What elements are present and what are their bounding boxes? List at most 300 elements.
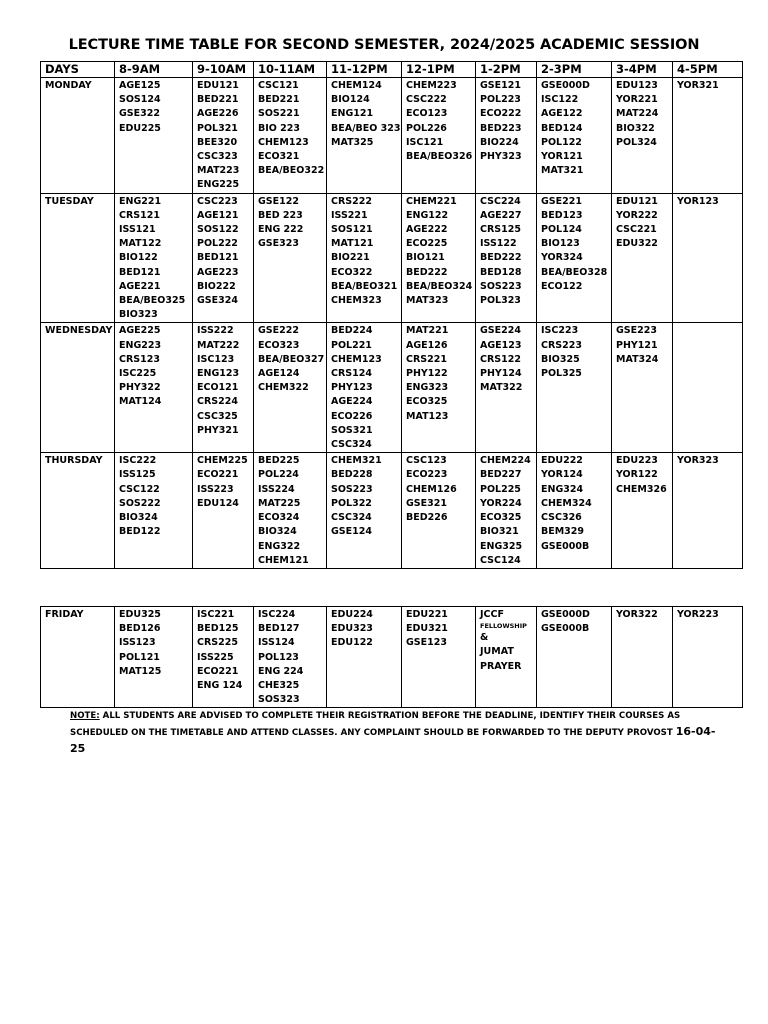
time-slot-cell: [537, 193, 612, 323]
course-code: ENG123: [197, 368, 240, 380]
course-code: ENG 224: [258, 665, 304, 677]
time-slot-cell: [673, 607, 743, 708]
time-slot-cell: [327, 607, 402, 708]
time-slot-cell: [115, 453, 193, 569]
course-code: MAT122: [119, 238, 162, 250]
time-slot-cell: [476, 453, 537, 569]
course-code: BEA/BEO321: [331, 280, 398, 292]
course-code: POL322: [331, 497, 372, 509]
course-code: BEA/BEO322: [258, 165, 325, 177]
day-label: FRIDAY: [41, 607, 115, 708]
day-row: [41, 323, 743, 453]
course-code: BIO124: [331, 94, 370, 106]
course-code: YOR323: [677, 455, 719, 467]
course-code: BIO324: [258, 526, 297, 538]
course-code: BED222: [406, 266, 448, 278]
course-code: PHY321: [197, 424, 239, 436]
course-code: MAT121: [331, 238, 374, 250]
course-code: ISS125: [119, 469, 156, 481]
course-code: ISS225: [197, 651, 234, 663]
course-code: AGE122: [541, 108, 583, 120]
course-code: BED121: [197, 252, 239, 264]
course-code: ISS222: [197, 325, 234, 337]
course-code: ECO122: [541, 280, 583, 292]
friday-timetable: [40, 606, 743, 708]
course-code: YOR222: [616, 209, 658, 221]
course-code: POL325: [541, 368, 582, 380]
course-code: ISC221: [197, 609, 235, 620]
time-slot-cell: [254, 453, 327, 569]
course-code: BED124: [541, 122, 583, 134]
day-row: [41, 453, 743, 569]
course-code: MAT222: [197, 339, 240, 351]
course-code: EDU123: [616, 80, 658, 91]
course-code: YOR121: [541, 151, 583, 163]
header-time-slot: 4-5PM: [673, 62, 743, 78]
course-code: ISC222: [119, 455, 157, 467]
course-code: GSE321: [406, 497, 447, 509]
course-code: JUMAT: [480, 646, 514, 658]
course-code: CSC221: [616, 224, 657, 236]
header-time-slot: 3-4PM: [612, 62, 673, 78]
course-code: CSC124: [480, 554, 521, 566]
page-title: LECTURE TIME TABLE FOR SECOND SEMESTER, 2024/2025 ACADEMIC SESSION: [68, 37, 700, 53]
course-code: ENG225: [197, 179, 240, 191]
course-code: CHE325: [258, 680, 300, 692]
course-code: CRS124: [331, 368, 372, 380]
course-code: MAT225: [258, 497, 301, 509]
course-code: POL226: [406, 122, 447, 134]
course-code: ENG223: [119, 339, 162, 351]
day-label: MONDAY: [41, 78, 115, 194]
course-code: ECO222: [480, 108, 522, 120]
course-code: PHY123: [331, 382, 373, 394]
course-code: AGE125: [119, 80, 161, 91]
time-slot-cell: [254, 323, 327, 453]
course-code: YOR324: [541, 252, 583, 264]
course-code: GSE122: [258, 195, 299, 207]
header-days: DAYS: [41, 62, 115, 78]
course-code: BEA/BEO327: [258, 353, 325, 365]
course-code: POL321: [197, 122, 238, 134]
course-code: GSE124: [331, 526, 372, 538]
time-slot-cell: [115, 607, 193, 708]
course-code: CRS125: [480, 224, 521, 236]
course-code: ENG 222: [258, 224, 304, 236]
course-code: POL223: [480, 94, 521, 106]
time-slot-cell: [476, 323, 537, 453]
course-code: BED121: [119, 266, 161, 278]
course-code: GSE121: [480, 80, 521, 91]
course-code: MAT324: [616, 353, 659, 365]
course-code: ISS122: [480, 238, 517, 250]
course-code: CSC324: [331, 439, 372, 451]
course-code: POL122: [541, 136, 582, 148]
time-slot-cell: [673, 323, 743, 453]
time-slot-cell: [254, 78, 327, 194]
course-code: YOR223: [677, 609, 719, 620]
course-code: SOS223: [480, 280, 522, 292]
header-time-slot: 8-9AM: [115, 62, 193, 78]
course-code: CSC121: [258, 80, 299, 91]
course-code: EDU225: [119, 122, 161, 134]
course-code: BED228: [331, 469, 373, 481]
course-code: ECO226: [331, 410, 373, 422]
course-code: AGE124: [258, 368, 300, 380]
course-code: EDU223: [616, 455, 658, 467]
registration-note: [70, 708, 730, 758]
course-code: BIO321: [480, 526, 519, 538]
course-code: POL124: [541, 224, 582, 236]
course-code: AGE223: [197, 266, 239, 278]
course-code: GSE000D: [541, 609, 590, 620]
course-code: ECO322: [331, 266, 373, 278]
day-label: THURSDAY: [41, 453, 115, 569]
course-code: BED227: [480, 469, 522, 481]
course-code: ENG323: [406, 382, 449, 394]
course-code: MAT125: [119, 665, 162, 677]
course-code: BED123: [541, 209, 583, 221]
course-code: EDU224: [331, 609, 373, 620]
course-code: ENG221: [119, 195, 162, 207]
course-code: ISS224: [258, 483, 295, 495]
course-code: ENG 124: [197, 680, 243, 692]
course-code: CHEM326: [616, 483, 667, 495]
course-code: YOR322: [616, 609, 658, 620]
course-code: PHY322: [119, 382, 161, 394]
header-time-slot: 2-3PM: [537, 62, 612, 78]
course-code: AGE222: [406, 224, 448, 236]
course-code: AGE126: [406, 339, 448, 351]
time-slot-cell: [612, 323, 673, 453]
course-code: POL324: [616, 136, 657, 148]
course-code: BED224: [331, 325, 373, 337]
course-code: CHEM225: [197, 455, 248, 467]
course-code: GSE224: [480, 325, 521, 337]
course-code: CSC123: [406, 455, 447, 467]
course-code: BED225: [258, 455, 300, 467]
course-code: GSE323: [258, 238, 299, 250]
course-code: BEA/BEO326: [406, 151, 473, 163]
course-code: CSC223: [197, 195, 238, 207]
course-code: MAT223: [197, 165, 240, 177]
course-code: BIO222: [197, 280, 236, 292]
course-code: CHEM124: [331, 80, 382, 91]
course-code: POL225: [480, 483, 521, 495]
time-slot-cell: [327, 78, 402, 194]
course-code: SOS121: [331, 224, 373, 236]
course-code: GSE222: [258, 325, 299, 337]
course-code: ISS121: [119, 224, 156, 236]
course-code: MAT124: [119, 396, 162, 408]
course-code: MAT325: [331, 136, 374, 148]
course-code: ISC225: [119, 368, 157, 380]
time-slot-cell: [193, 323, 254, 453]
course-code: BIO324: [119, 512, 158, 524]
course-code: POL222: [197, 238, 238, 250]
course-code: YOR221: [616, 94, 658, 106]
course-code: BEA/BEO328: [541, 266, 608, 278]
course-code: CHEM123: [258, 136, 309, 148]
course-code: BEA/BEO 323: [331, 122, 401, 134]
course-code: EDU121: [616, 195, 658, 207]
course-code: CHEM224: [480, 455, 531, 467]
time-slot-cell: [193, 607, 254, 708]
course-code: BED126: [119, 623, 161, 635]
course-code: AGE121: [197, 209, 239, 221]
course-code: CRS222: [331, 195, 372, 207]
time-slot-cell: [537, 78, 612, 194]
course-code: YOR321: [677, 80, 719, 91]
course-code: EDU321: [406, 623, 448, 635]
course-code: ISC121: [406, 136, 444, 148]
time-slot-cell: [612, 607, 673, 708]
course-code: ISC223: [541, 325, 579, 337]
course-code: ISS124: [258, 637, 295, 649]
course-code: ECO323: [258, 339, 300, 351]
course-code: ECO325: [406, 396, 448, 408]
course-code: BED127: [258, 623, 300, 635]
note-label: NOTE:: [70, 711, 100, 721]
course-code: CHEM123: [331, 353, 382, 365]
course-code: BED125: [197, 623, 239, 635]
time-slot-cell: [612, 78, 673, 194]
time-slot-cell: [537, 607, 612, 708]
course-code: BIO121: [406, 252, 445, 264]
course-code: EDU124: [197, 497, 239, 509]
course-code: BEA/BEO324: [406, 280, 473, 292]
course-code: ECO221: [197, 665, 239, 677]
course-code: BEE320: [197, 136, 238, 148]
course-code: ECO321: [258, 151, 300, 163]
course-code: ECO223: [406, 469, 448, 481]
course-code: MAT321: [541, 165, 584, 177]
header-time-slot: 1-2PM: [476, 62, 537, 78]
course-code: POL123: [258, 651, 299, 663]
course-code: GSE000B: [541, 540, 590, 552]
time-slot-cell: [673, 193, 743, 323]
time-slot-cell: [476, 78, 537, 194]
time-slot-cell: [402, 453, 476, 569]
course-code: BIO325: [541, 353, 580, 365]
course-code: ECO221: [197, 469, 239, 481]
course-code: GSE221: [541, 195, 582, 207]
course-code: SOS221: [258, 108, 300, 120]
course-code: PHY323: [480, 151, 522, 163]
course-code: BED122: [119, 526, 161, 538]
day-label: WEDNESDAY: [41, 323, 115, 453]
course-code: EDU325: [119, 609, 161, 620]
time-slot-cell: [612, 193, 673, 323]
course-code: BEM329: [541, 526, 585, 538]
course-code: SOS223: [331, 483, 373, 495]
course-code: BIO123: [541, 238, 580, 250]
note-text: ALL STUDENTS ARE ADVISED TO COMPLETE THEIR REGISTRATION BEFORE THE DEADLINE, IDENTIFY THEIR COURSES AS SCHEDULED ON THE TIMETABLE AND ATTEND CLASSES. ANY COMPLAINT SHOULD BE FORWARDED TO THE DEPUTY PROVOST: [70, 711, 681, 738]
time-slot-cell: [193, 193, 254, 323]
course-code: SOS124: [119, 94, 161, 106]
course-code: ISS221: [331, 209, 368, 221]
day-row: [41, 193, 743, 323]
course-code: ECO324: [258, 512, 300, 524]
course-code: AGE227: [480, 209, 522, 221]
time-slot-cell: [254, 193, 327, 323]
time-slot-cell: [537, 453, 612, 569]
course-code: CSC324: [331, 512, 372, 524]
course-code: PHY121: [616, 339, 658, 351]
course-code: ECO121: [197, 382, 239, 394]
course-code: YOR124: [541, 469, 583, 481]
course-code: POL323: [480, 295, 521, 307]
course-code: BED221: [258, 94, 300, 106]
day-label: TUESDAY: [41, 193, 115, 323]
course-code: PRAYER: [480, 660, 522, 672]
note-date: 16-04-25: [70, 725, 716, 755]
time-slot-cell: [327, 193, 402, 323]
course-code: BIO 223: [258, 122, 300, 134]
course-code: EDU323: [331, 623, 373, 635]
time-slot-cell: [327, 323, 402, 453]
course-code: GSE223: [616, 325, 657, 337]
time-slot-cell: [193, 453, 254, 569]
header-time-slot: 11-12PM: [327, 62, 402, 78]
time-slot-cell: [193, 78, 254, 194]
course-code: MAT221: [406, 325, 449, 337]
time-slot-cell: [115, 78, 193, 194]
course-code: GSE123: [406, 637, 447, 649]
course-code: CRS123: [119, 353, 160, 365]
course-code: CRS121: [119, 209, 160, 221]
course-code: BIO322: [616, 122, 655, 134]
course-code: ENG122: [406, 209, 449, 221]
course-code: CSC326: [541, 512, 582, 524]
course-code: AGE224: [331, 396, 373, 408]
course-code: CRS122: [480, 353, 521, 365]
course-code: CHEM126: [406, 483, 457, 495]
course-code: POL121: [119, 651, 160, 663]
course-code: BIO221: [331, 252, 370, 264]
course-code: BIO122: [119, 252, 158, 264]
course-code: AGE226: [197, 108, 239, 120]
course-code: BED226: [406, 512, 448, 524]
course-code: YOR122: [616, 469, 658, 481]
course-code: POL224: [258, 469, 299, 481]
course-code: CSC224: [480, 195, 521, 207]
course-code: EDU221: [406, 609, 448, 620]
course-code: ENG121: [331, 108, 374, 120]
course-code: EDU121: [197, 80, 239, 91]
course-code: BED223: [480, 122, 522, 134]
time-slot-cell: [115, 193, 193, 323]
time-slot-cell: [402, 323, 476, 453]
course-code: PHY122: [406, 368, 448, 380]
course-code: ISC224: [258, 609, 296, 620]
course-code: MAT123: [406, 410, 449, 422]
day-row: [41, 607, 743, 708]
course-code: AGE225: [119, 325, 161, 337]
course-code: SOS222: [119, 497, 161, 509]
course-code: ECO225: [406, 238, 448, 250]
header-row: [41, 62, 743, 78]
course-code: BED128: [480, 266, 522, 278]
course-code: BEA/BEO325: [119, 295, 186, 307]
course-code: BED221: [197, 94, 239, 106]
course-code: JCCF: [480, 609, 504, 620]
course-code: GSE000B: [541, 623, 590, 635]
course-code: ENG325: [480, 540, 523, 552]
header-time-slot: 12-1PM: [402, 62, 476, 78]
course-code: &: [480, 632, 489, 644]
time-slot-cell: [402, 607, 476, 708]
course-code: SOS323: [258, 694, 300, 706]
course-code: ENG324: [541, 483, 584, 495]
course-code: BED 223: [258, 209, 303, 221]
course-code: GSE322: [119, 108, 160, 120]
course-code: FELLOWSHIP: [480, 622, 527, 631]
course-code: CHEM323: [331, 295, 382, 307]
course-code: SOS122: [197, 224, 239, 236]
course-code: ISC123: [197, 353, 235, 365]
course-code: AGE123: [480, 339, 522, 351]
course-code: CSC323: [197, 151, 238, 163]
course-code: YOR224: [480, 497, 522, 509]
header-time-slot: 10-11AM: [254, 62, 327, 78]
course-code: ISS123: [119, 637, 156, 649]
course-code: GSE000D: [541, 80, 590, 91]
course-code: ENG322: [258, 540, 301, 552]
time-slot-cell: [254, 607, 327, 708]
course-code: CHEM321: [331, 455, 382, 467]
course-code: EDU122: [331, 637, 373, 649]
course-code: CHEM223: [406, 80, 457, 91]
course-code: CRS223: [541, 339, 582, 351]
time-slot-cell: [537, 323, 612, 453]
time-slot-cell: [673, 78, 743, 194]
time-slot-cell: [673, 453, 743, 569]
course-code: CHEM121: [258, 554, 309, 566]
course-code: POL221: [331, 339, 372, 351]
course-code: EDU322: [616, 238, 658, 250]
course-code: MAT224: [616, 108, 659, 120]
course-code: ECO325: [480, 512, 522, 524]
course-code: ISC122: [541, 94, 579, 106]
course-code: SOS321: [331, 424, 373, 436]
course-code: GSE324: [197, 295, 238, 307]
time-slot-cell: [115, 323, 193, 453]
course-code: PHY124: [480, 368, 522, 380]
course-code: CRS225: [197, 637, 238, 649]
course-code: ISS223: [197, 483, 234, 495]
time-slot-cell: [476, 607, 537, 708]
course-code: BIO224: [480, 136, 519, 148]
timetable: [40, 61, 743, 569]
course-code: CSC222: [406, 94, 447, 106]
course-code: CRS224: [197, 396, 238, 408]
course-code: CHEM221: [406, 195, 457, 207]
time-slot-cell: [327, 453, 402, 569]
time-slot-cell: [476, 193, 537, 323]
course-code: ECO123: [406, 108, 448, 120]
course-code: BIO323: [119, 309, 158, 321]
course-code: YOR123: [677, 195, 719, 207]
course-code: BED222: [480, 252, 522, 264]
time-slot-cell: [402, 193, 476, 323]
course-code: CSC122: [119, 483, 160, 495]
course-code: MAT323: [406, 295, 449, 307]
course-code: AGE221: [119, 280, 161, 292]
course-code: EDU222: [541, 455, 583, 467]
course-code: CHEM324: [541, 497, 592, 509]
time-slot-cell: [402, 78, 476, 194]
